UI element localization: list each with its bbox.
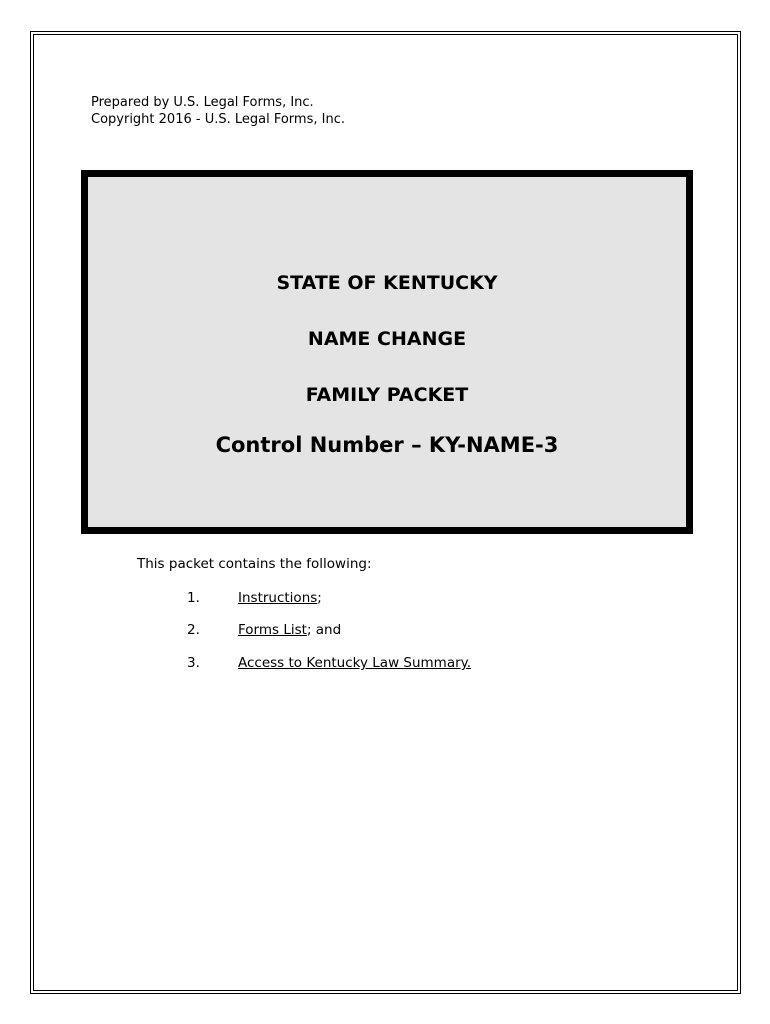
- packet-type-title: FAMILY PACKET: [305, 384, 469, 406]
- copyright-text: Copyright 2016 - U.S. Legal Forms, Inc.: [91, 112, 345, 127]
- list-item: [187, 590, 322, 606]
- contents-intro: This packet contains the following:: [137, 556, 372, 572]
- state-title: STATE OF KENTUCKY: [276, 272, 498, 294]
- list-item-number: 3.: [187, 655, 200, 671]
- law-summary-link[interactable]: Access to Kentucky Law Summary.: [238, 655, 472, 671]
- list-item-number: 1.: [187, 590, 200, 606]
- control-number: Control Number – KY-NAME-3: [215, 433, 559, 457]
- list-item: [187, 655, 471, 671]
- title-box: [81, 170, 693, 534]
- prepared-by-text: Prepared by U.S. Legal Forms, Inc.: [91, 95, 314, 110]
- list-item: [187, 622, 341, 638]
- list-item-suffix: ; and: [306, 622, 342, 638]
- preparer-notice: [91, 94, 345, 128]
- form-name-title: NAME CHANGE: [307, 328, 467, 350]
- forms-list-link[interactable]: Forms List: [238, 622, 307, 638]
- list-item-number: 2.: [187, 622, 200, 638]
- list-item-suffix: ;: [317, 590, 322, 606]
- instructions-link[interactable]: Instructions: [238, 590, 318, 606]
